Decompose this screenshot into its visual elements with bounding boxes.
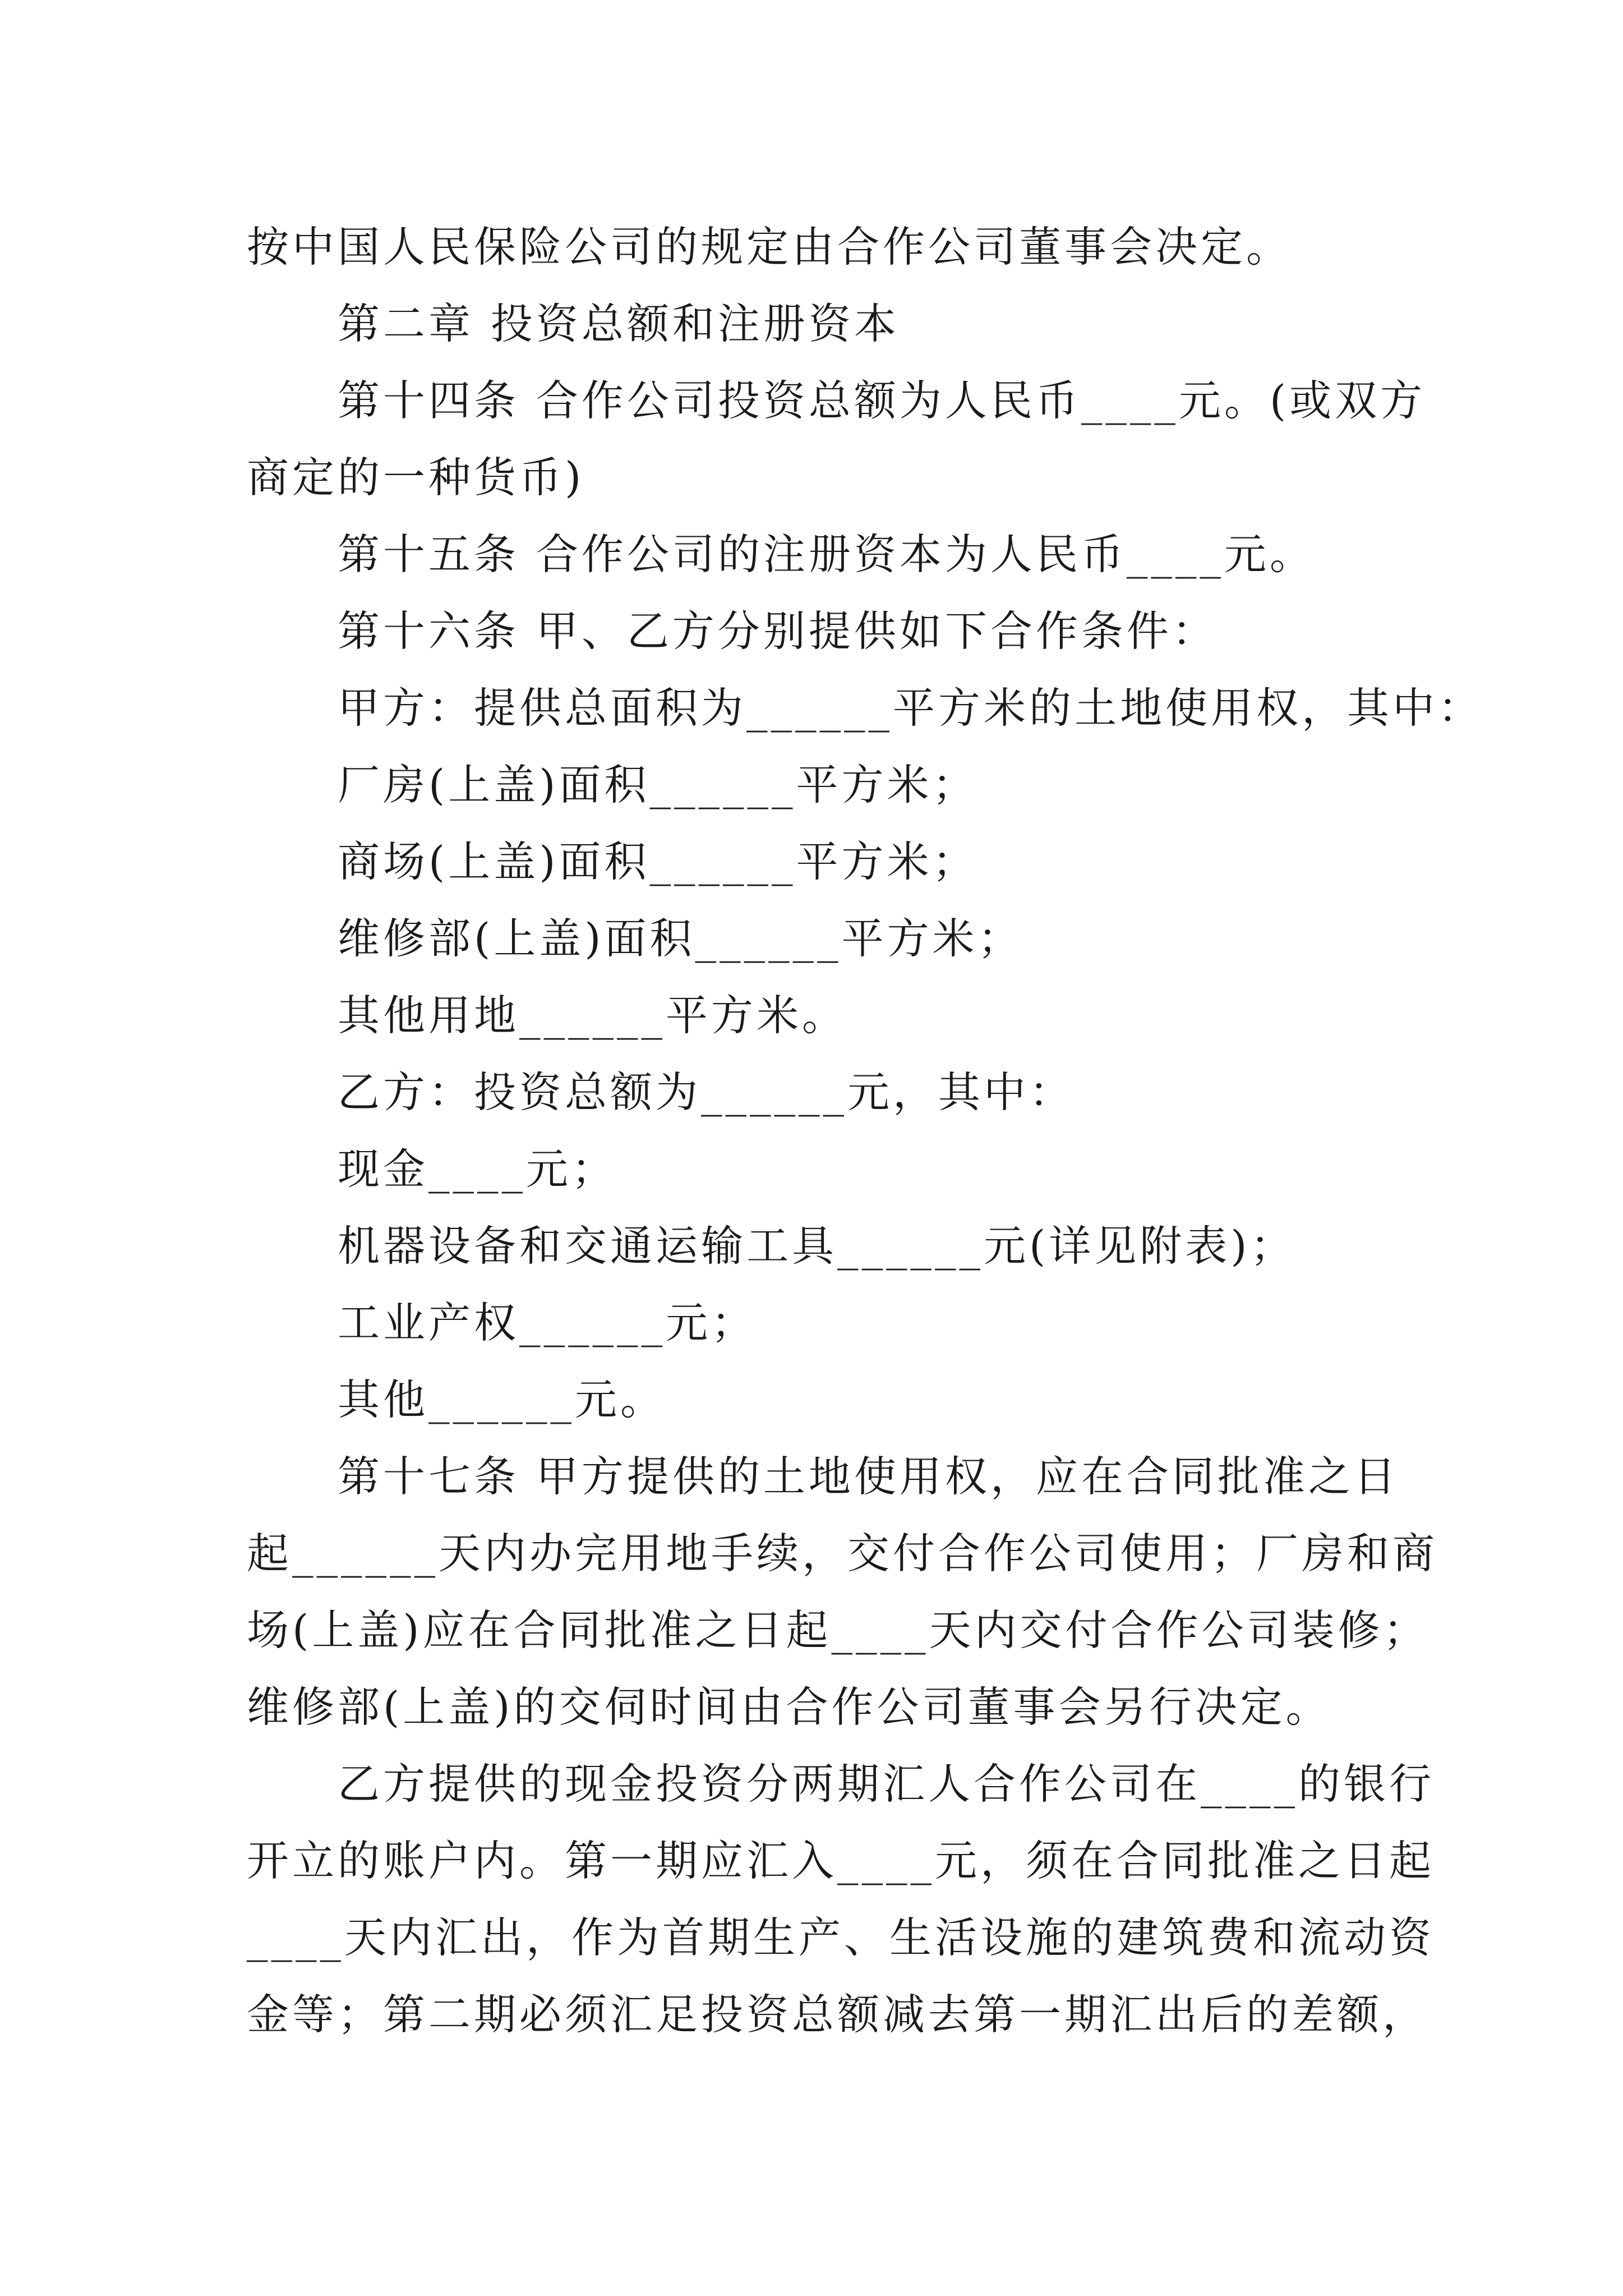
text-line: 第十四条 合作公司投资总额为人民币____元。(或双方 bbox=[338, 376, 1426, 425]
chapter-heading: 第二章 投资总额和注册资本 bbox=[338, 299, 900, 348]
text-line: 商场(上盖)面积______平方米； bbox=[338, 837, 978, 886]
text-line: 其他______元。 bbox=[338, 1375, 666, 1424]
text-line: 工业产权______元； bbox=[338, 1298, 757, 1347]
text-line: 其他用地______平方米。 bbox=[338, 991, 848, 1040]
text-line: 乙方：投资总额为______元，其中： bbox=[338, 1068, 1075, 1117]
text-line: 起______天内办完用地手续，交付合作公司使用；厂房和商 bbox=[247, 1529, 1438, 1578]
text-line: ____天内汇出，作为首期生产、生活设施的建筑费和流动资 bbox=[247, 1913, 1435, 1962]
text-line: 甲方：提供总面积为______平方米的土地使用权，其中： bbox=[338, 683, 1484, 733]
text-line: 厂房(上盖)面积______平方米； bbox=[338, 760, 978, 809]
text-line: 第十五条 合作公司的注册资本为人民币____元。 bbox=[338, 530, 1315, 579]
text-line: 第十六条 甲、乙方分别提供如下合作条件： bbox=[338, 606, 1218, 656]
text-line: 按中国人民保险公司的规定由合作公司董事会决定。 bbox=[247, 222, 1292, 272]
text-line: 场(上盖)应在合同批准之日起____天内交付合作公司装修； bbox=[247, 1605, 1429, 1655]
text-line: 机器设备和交通运输工具______元(详见附表)； bbox=[338, 1221, 1296, 1271]
text-line: 金等；第二期必须汇足投资总额减去第一期汇出后的差额， bbox=[247, 1990, 1428, 2039]
text-line: 商定的一种货币) bbox=[247, 453, 585, 502]
text-line: 第十七条 甲方提供的土地使用权，应在合同批准之日 bbox=[338, 1452, 1399, 1501]
text-line: 开立的账户内。第一期应汇入____元，须在合同批准之日起 bbox=[247, 1836, 1435, 1885]
text-line: 乙方提供的现金投资分两期汇人合作公司在____的银行 bbox=[338, 1759, 1435, 1809]
text-line: 现金____元； bbox=[338, 1144, 617, 1194]
body-text bbox=[247, 209, 1484, 2053]
text-line: 维修部(上盖)面积______平方米； bbox=[338, 914, 1023, 963]
text-line: 维修部(上盖)的交伺时间由合作公司董事会另行决定。 bbox=[247, 1682, 1331, 1732]
